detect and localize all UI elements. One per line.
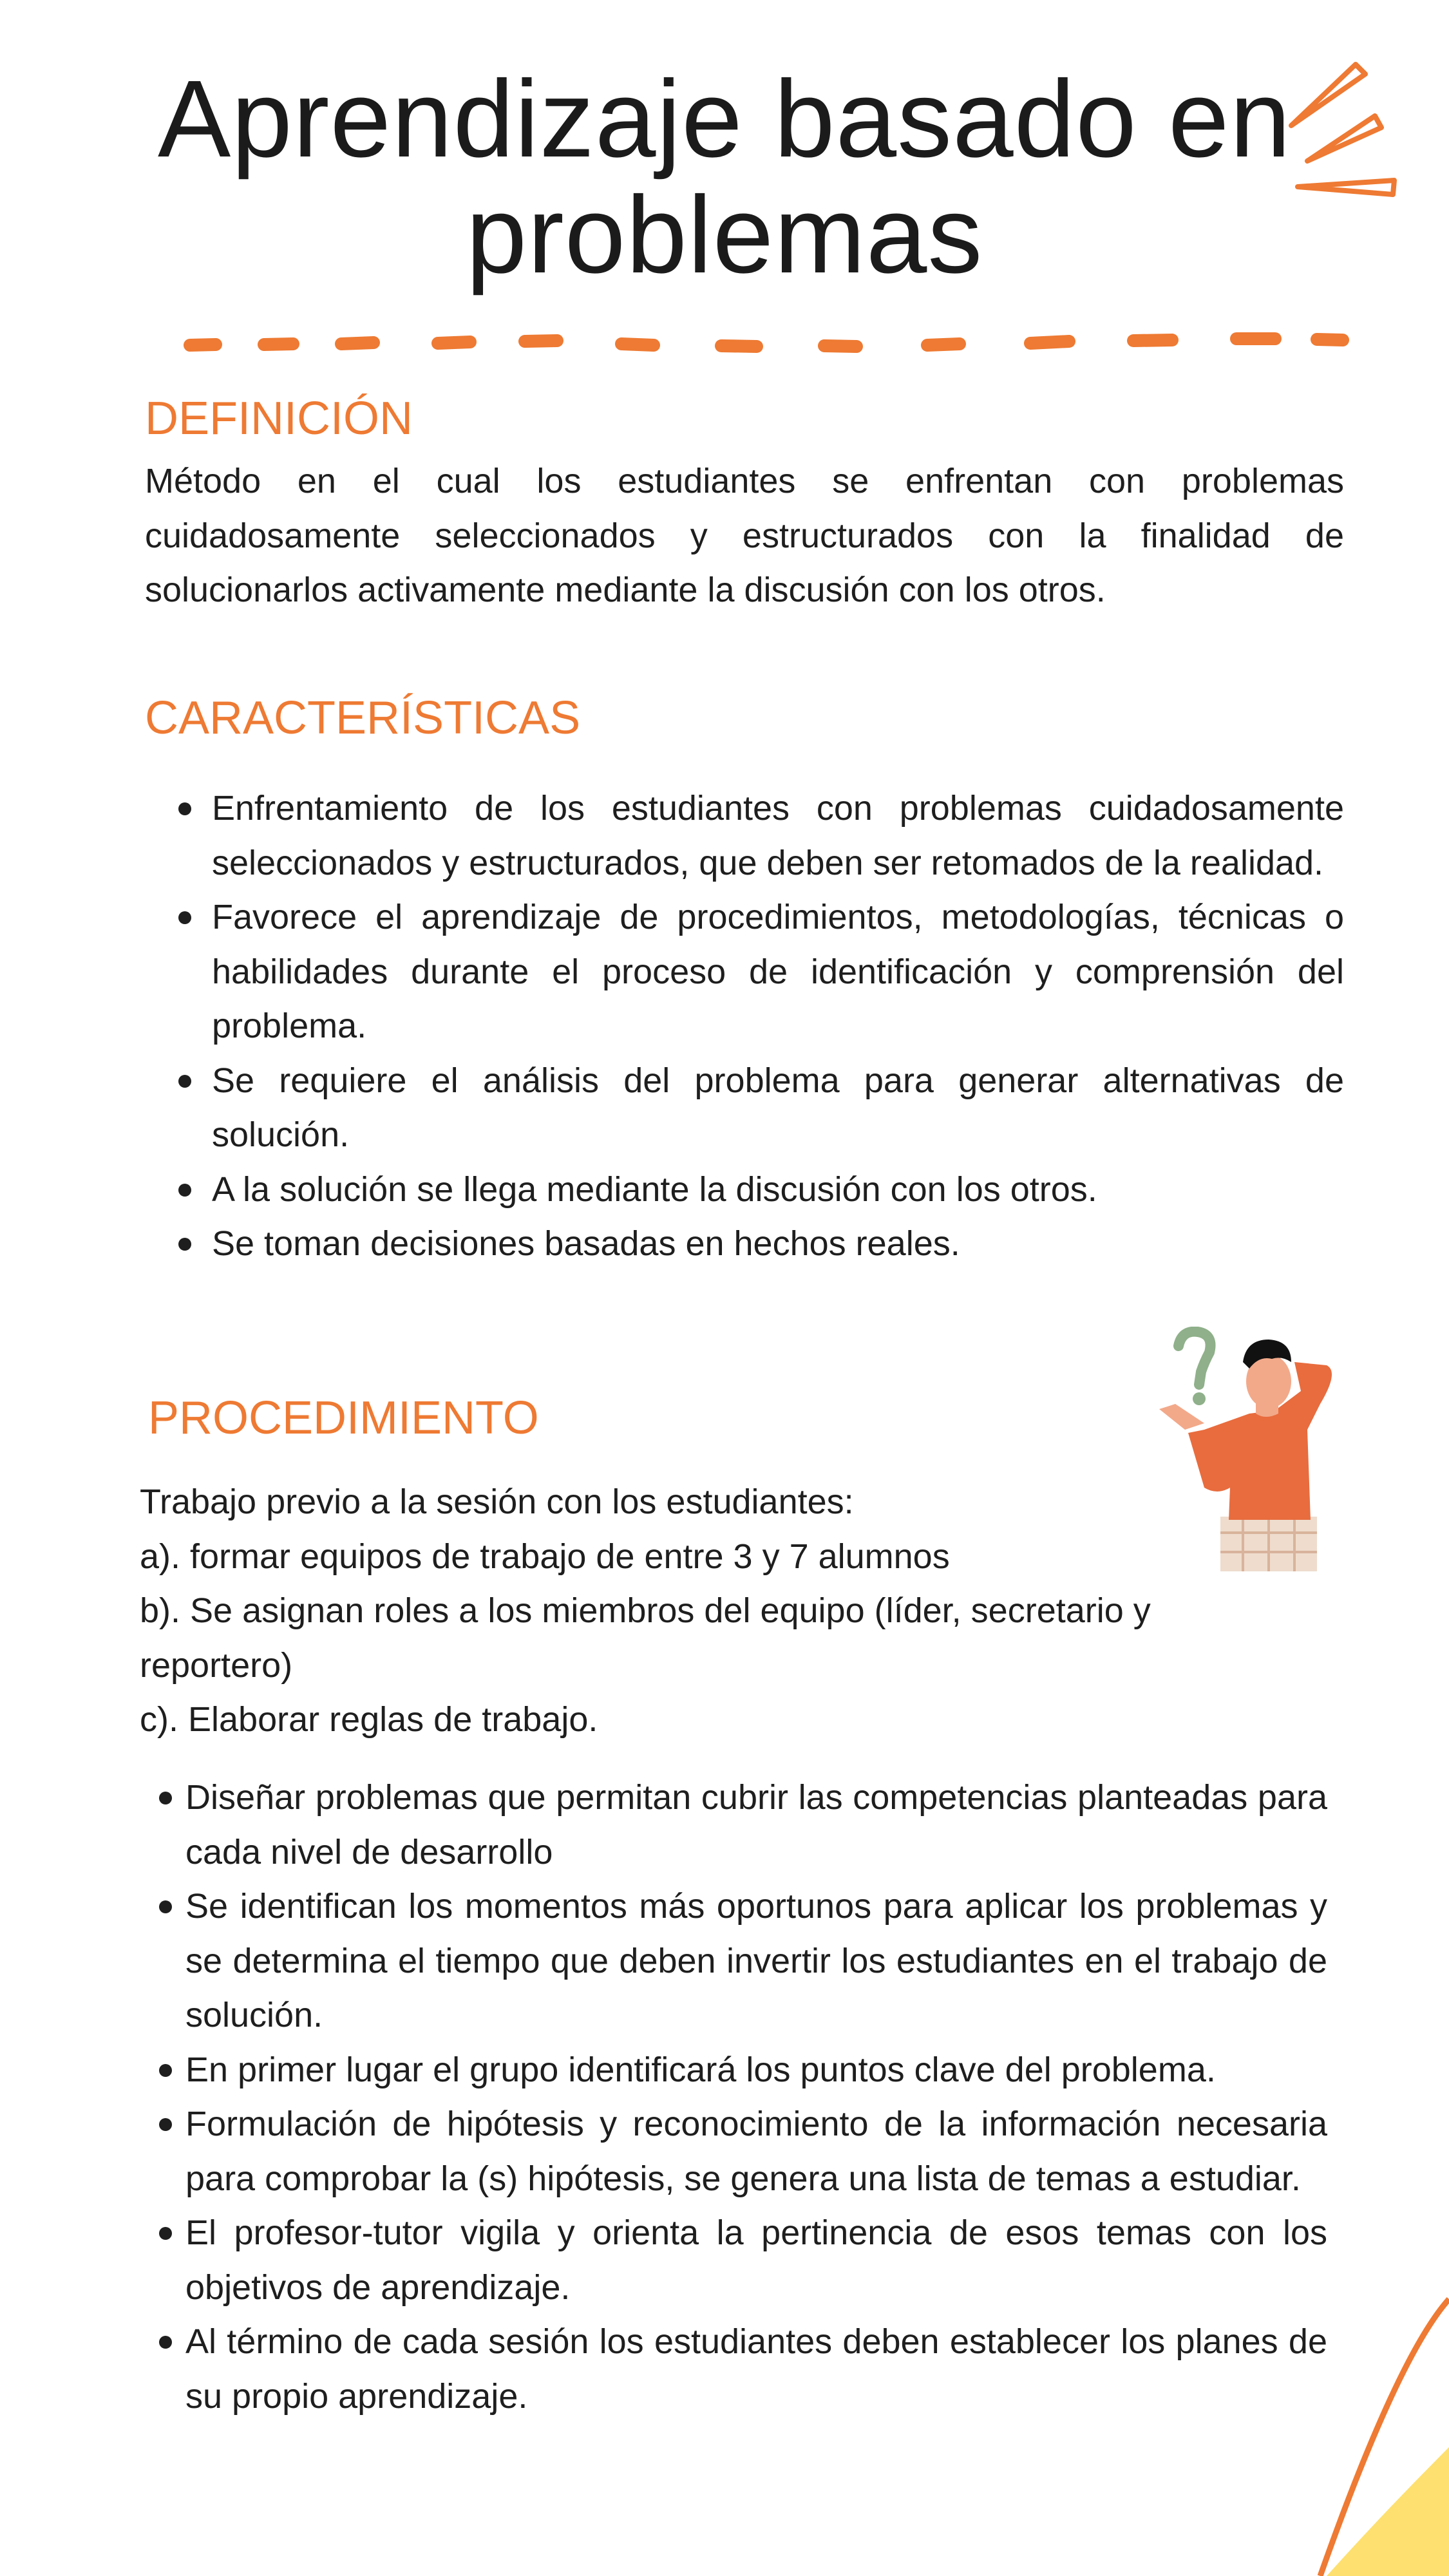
list-item-text: Favorece el aprendizaje de procedimientos, metodologías, técnicas o habilidades durante el proceso de identificación y comprensión del problema. [212, 898, 1344, 1045]
list-item-text: Enfrentamiento de los estudiantes con problemas cuidadosamente seleccionados y estructurados, que deben ser retomados de la realidad. [212, 789, 1344, 882]
bullet-icon [159, 2118, 172, 2131]
list-item [212, 1162, 1344, 1217]
list-item-text: Se toman decisiones basadas en hechos reales. [212, 1224, 960, 1263]
list-item [185, 2315, 1327, 2423]
procedure-list [185, 1770, 1327, 2423]
sparkle-decoration-icon [1285, 58, 1401, 206]
title-line-2: problemas [466, 174, 983, 296]
intro-line: a). formar equipos de trabajo de entre 3 y 7 alumnos [140, 1537, 950, 1576]
list-item [185, 2043, 1327, 2098]
title-line-1: Aprendizaje basado en [157, 58, 1292, 180]
intro-line: c). Elaborar reglas de trabajo. [140, 1700, 598, 1739]
intro-line: Trabajo previo a la sesión con los estudiantes: [140, 1482, 854, 1521]
list-item [212, 1054, 1344, 1162]
list-item-text: El profesor-tutor vigila y orienta la pertinencia de esos temas con los objetivos de aprendizaje. [185, 2213, 1327, 2307]
page-title [129, 58, 1320, 296]
list-item [185, 2206, 1327, 2315]
list-item-text: A la solución se llega mediante la discusión con los otros. [212, 1170, 1097, 1209]
definition-heading: DEFINICIÓN [145, 393, 413, 444]
list-item-text: Diseñar problemas que permitan cubrir las competencias planteadas para cada nivel de desarrollo [185, 1778, 1327, 1871]
list-item-text: Formulación de hipótesis y reconocimiento de la información necesaria para comprobar la (s) hipótesis, se genera una lista de temas a estudiar. [185, 2105, 1327, 2198]
list-item-text: Se identifican los momentos más oportunos para aplicar los problemas y se determina el tiempo que deben invertir los estudiantes en el trabajo de solución. [185, 1887, 1327, 2034]
dashed-divider [180, 328, 1352, 354]
bullet-icon [159, 1792, 172, 1804]
procedure-intro [140, 1475, 1286, 1747]
list-item [212, 1217, 1344, 1271]
intro-line: b). Se asignan roles a los miembros del equipo (líder, secretario y reportero) [140, 1591, 1151, 1685]
list-item [185, 2097, 1327, 2206]
bullet-icon [159, 2227, 172, 2240]
confused-person-illustration [1153, 1327, 1346, 1571]
list-item [185, 1770, 1327, 1879]
characteristics-list [212, 781, 1344, 1271]
definition-text: Método en el cual los estudiantes se enfrentan con problemas cuidadosamente seleccionados y estructurados con la finalidad de solucionarlos activamente mediante la discusión con los otros. [145, 462, 1344, 609]
procedure-heading: PROCEDIMIENTO [148, 1392, 539, 1444]
bullet-icon [178, 1184, 191, 1197]
bullet-icon [159, 2064, 172, 2077]
list-item-text: Al término de cada sesión los estudiantes deben establecer los planes de su propio aprendizaje. [185, 2322, 1327, 2416]
list-item-text: Se requiere el análisis del problema para generar alternativas de solución. [212, 1061, 1344, 1154]
bullet-icon [159, 1900, 172, 1913]
list-item [212, 890, 1344, 1054]
list-item [212, 781, 1344, 890]
corner-decoration [1256, 2254, 1449, 2576]
characteristics-heading: CARACTERÍSTICAS [145, 692, 581, 744]
bullet-icon [159, 2336, 172, 2349]
bullet-icon [178, 911, 191, 924]
bullet-icon [178, 802, 191, 815]
bullet-icon [178, 1238, 191, 1251]
list-item-text: En primer lugar el grupo identificará los puntos clave del problema. [185, 2050, 1216, 2089]
bullet-icon [178, 1075, 191, 1088]
list-item [185, 1879, 1327, 2043]
